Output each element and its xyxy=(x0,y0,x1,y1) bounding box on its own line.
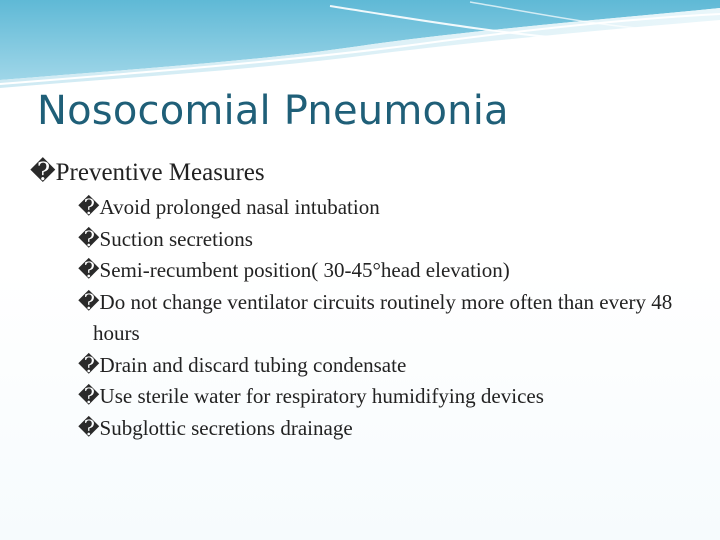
list-item xyxy=(78,381,698,413)
bullet-list xyxy=(78,192,698,444)
slide-title: Nosocomial Pneumonia xyxy=(37,88,509,134)
list-item xyxy=(78,192,698,224)
list-item-text: Subglottic secretions drainage xyxy=(99,415,353,440)
list-item-text: Drain and discard tubing condensate xyxy=(99,352,407,377)
bullet-glyph-icon: � xyxy=(78,384,100,408)
list-item-text: Use sterile water for respiratory humidifying devices xyxy=(99,384,544,408)
bullet-glyph-icon: � xyxy=(78,226,100,251)
list-item xyxy=(78,287,698,350)
list-item xyxy=(78,224,698,256)
list-item xyxy=(78,255,698,287)
bullet-glyph-icon: � xyxy=(78,415,100,440)
section-heading xyxy=(30,157,265,187)
list-item xyxy=(78,413,698,445)
bullet-glyph-icon: � xyxy=(78,352,100,377)
header-wave-decoration xyxy=(0,0,720,90)
list-item-text: Semi-recumbent position( 30-45°head elevation) xyxy=(99,258,510,282)
bullet-glyph-icon: � xyxy=(78,195,100,219)
bullet-glyph-icon: � xyxy=(78,258,100,282)
list-item-text: Do not change ventilator circuits routinely more often than every 48 hours xyxy=(93,289,673,345)
section-heading-text: Preventive Measures xyxy=(55,159,265,186)
list-item-text: Avoid prolonged nasal intubation xyxy=(99,195,380,219)
bullet-glyph-icon: � xyxy=(30,159,56,186)
list-item xyxy=(78,350,698,382)
bullet-glyph-icon: � xyxy=(78,289,100,314)
list-item-text: Suction secretions xyxy=(99,226,253,251)
